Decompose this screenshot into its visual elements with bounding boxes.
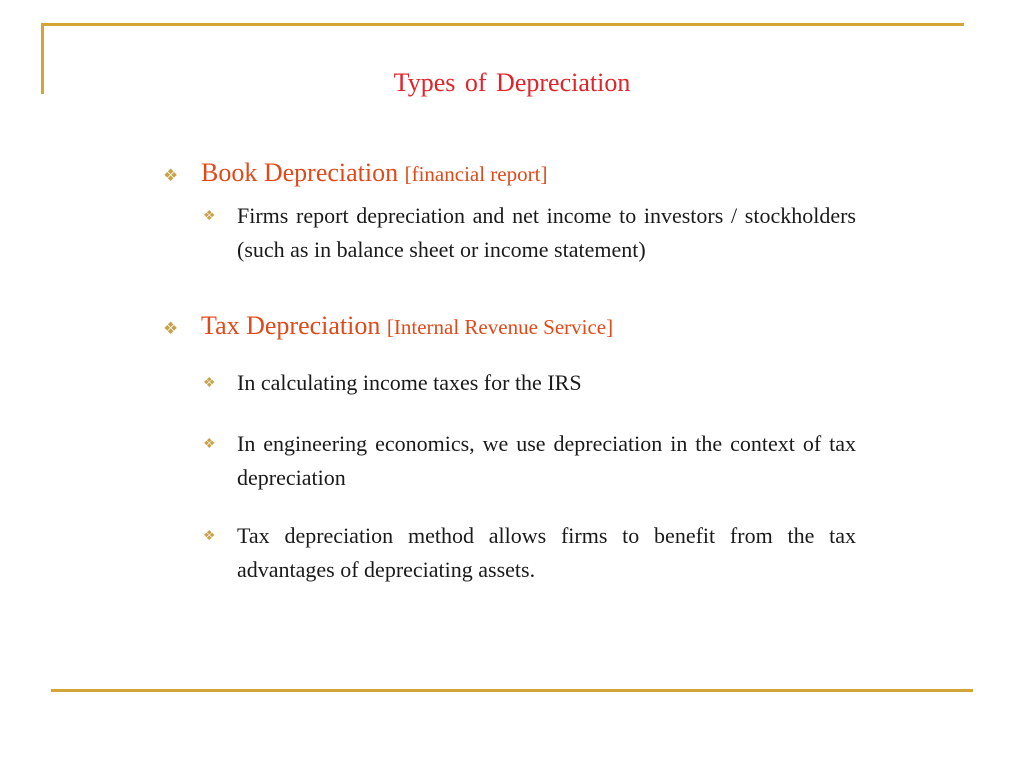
- frame-bottom-rule: [51, 689, 973, 692]
- list-item: Tax depreciation method allows firms to benefit from the tax advantages of depreciating assets.: [237, 523, 856, 582]
- list-item: Firms report depreciation and net income to investors / stockholders (such as in balance sheet or income statement): [237, 203, 856, 262]
- frame-top-rule: [41, 23, 964, 26]
- diamond-bullet-icon: ❖: [163, 166, 179, 185]
- slide-title: Types of Depreciation: [393, 68, 631, 97]
- list-item: In calculating income taxes for the IRS: [237, 370, 582, 395]
- list-item: In engineering economics, we use depreciation in the context of tax depreciation: [237, 431, 856, 490]
- diamond-bullet-icon: ❖: [203, 437, 216, 452]
- diamond-bullet-icon: ❖: [203, 209, 216, 224]
- heading-note: [Internal Revenue Service]: [386, 315, 614, 339]
- heading-note: [financial report]: [404, 162, 548, 186]
- section-heading-book: [201, 158, 547, 188]
- heading-text: Tax Depreciation: [201, 311, 381, 340]
- section-heading-tax: [201, 311, 613, 341]
- diamond-bullet-icon: ❖: [203, 376, 216, 391]
- heading-text: Book Depreciation: [201, 158, 399, 187]
- diamond-bullet-icon: ❖: [163, 319, 179, 338]
- diamond-bullet-icon: ❖: [203, 529, 216, 544]
